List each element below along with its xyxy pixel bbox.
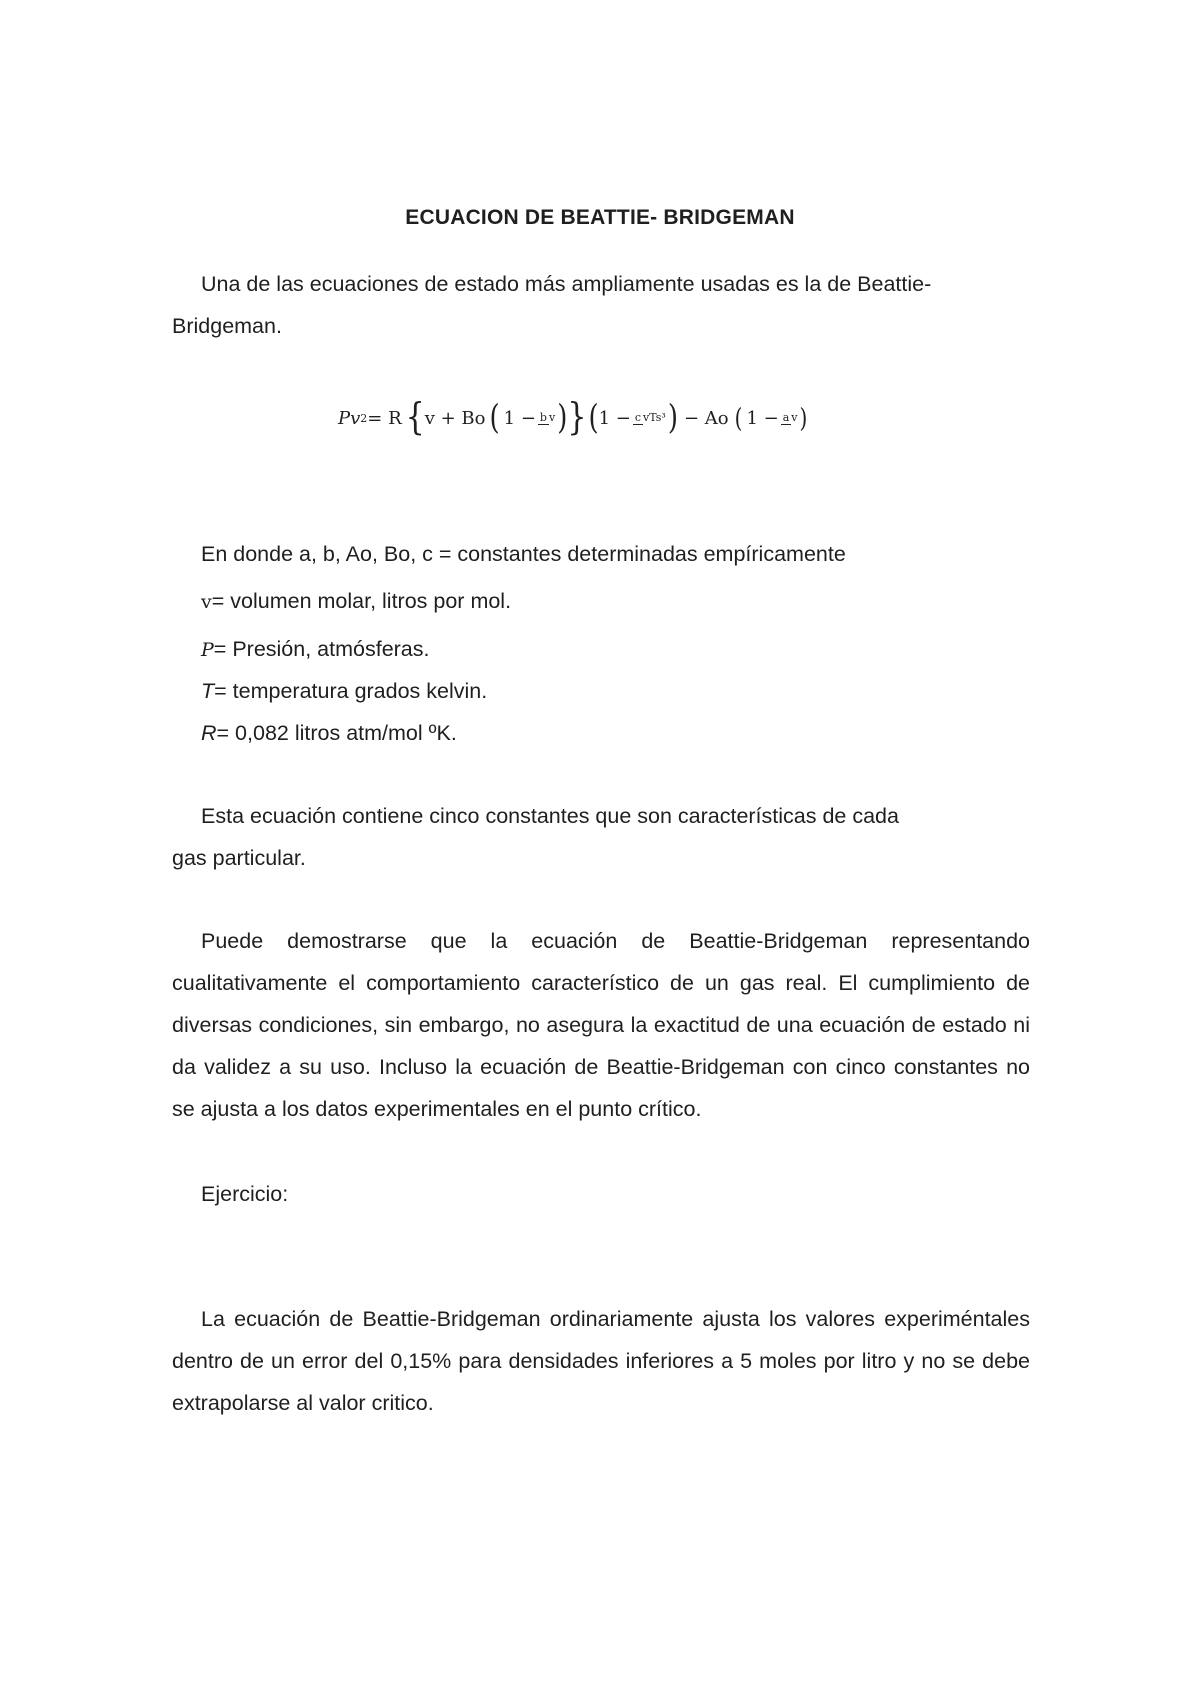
close-paren-3: ) bbox=[799, 402, 808, 434]
fraction-c-over-vts bbox=[633, 411, 666, 425]
open-paren-1: ( bbox=[489, 398, 500, 438]
definition-p bbox=[201, 628, 430, 671]
final-paragraph-text: La ecuación de Beattie-Bridgeman ordinariamente ajusta los valores experiméntales dentro de un error del 0,15% para densidades inferiores a 5 moles por litro y no se debe extrapolarse al valor critico. bbox=[172, 1307, 1030, 1415]
exercise-label: Ejercicio: bbox=[201, 1182, 289, 1206]
formula-one-minus-2: 1 − bbox=[598, 407, 631, 429]
definition-p-text: = Presión, atmósferas. bbox=[213, 637, 430, 661]
intro-line-2: Bridgeman. bbox=[172, 314, 282, 338]
definition-t bbox=[201, 670, 487, 712]
formula-lhs: Pv bbox=[338, 407, 361, 429]
definition-v-text: = volumen molar, litros por mol. bbox=[211, 589, 512, 613]
formula-equals-r: = R bbox=[367, 407, 402, 429]
fraction-c-num: c bbox=[634, 411, 642, 424]
definition-t-text: = temperatura grados kelvin. bbox=[214, 679, 488, 703]
formula-one-minus-3: 1 − bbox=[746, 407, 779, 429]
symbol-p: P bbox=[201, 639, 214, 661]
fraction-b-over-v bbox=[538, 411, 555, 425]
formula-one-minus-1: 1 − bbox=[503, 407, 536, 429]
open-paren-3: ( bbox=[734, 402, 743, 434]
close-paren-2: ) bbox=[667, 398, 678, 438]
formula-lhs-exponent: 2 bbox=[360, 411, 368, 425]
open-brace: { bbox=[405, 395, 425, 440]
symbol-r: R bbox=[201, 721, 217, 745]
formula-term1: v + Bo bbox=[424, 407, 486, 429]
intro-line-1: Una de las ecuaciones de estado más ampliamente usadas es la de Beattie- bbox=[201, 272, 932, 296]
symbol-t: T bbox=[201, 679, 215, 703]
final-paragraph bbox=[172, 1298, 1030, 1424]
definition-v bbox=[201, 580, 511, 623]
behavior-paragraph bbox=[172, 920, 1030, 1130]
definition-r bbox=[201, 712, 457, 754]
close-brace: } bbox=[567, 395, 587, 440]
definition-r-text: = 0,082 litros atm/mol ºK. bbox=[216, 721, 457, 745]
fraction-a-den: v bbox=[791, 411, 798, 424]
symbol-v: v bbox=[201, 591, 212, 613]
formula-minus-ao: − Ao bbox=[684, 407, 729, 429]
fraction-a-over-v bbox=[781, 411, 798, 425]
definition-constants: En donde a, b, Ao, Bo, c = constantes determinadas empíricamente bbox=[201, 542, 846, 566]
behavior-paragraph-text: Puede demostrarse que la ecuación de Beattie-Bridgeman representando cualitativamente el comportamiento característico de un gas real. El cumplimiento de diversas condiciones, sin embargo, no asegura la exactitud de una ecuación de estado ni da validez a su uso. Incluso la ecuación de Beattie-Bridgeman con cinco constantes no se ajusta a los datos experimentales en el punto crítico. bbox=[172, 929, 1030, 1121]
fraction-b-den: v bbox=[548, 411, 556, 424]
open-paren-2: ( bbox=[588, 398, 599, 438]
constants-paragraph-line-2: gas particular. bbox=[172, 846, 306, 870]
fraction-b-num: b bbox=[539, 411, 547, 424]
fraction-a-num: a bbox=[782, 411, 790, 424]
close-paren-1: ) bbox=[557, 398, 568, 438]
page-title: ECUACION DE BEATTIE- BRIDGEMAN bbox=[405, 206, 795, 229]
fraction-c-den: vTs³ bbox=[643, 411, 666, 424]
beattie-bridgeman-equation bbox=[338, 388, 878, 448]
constants-paragraph-line-1: Esta ecuación contiene cinco constantes que son características de cada bbox=[201, 804, 899, 828]
